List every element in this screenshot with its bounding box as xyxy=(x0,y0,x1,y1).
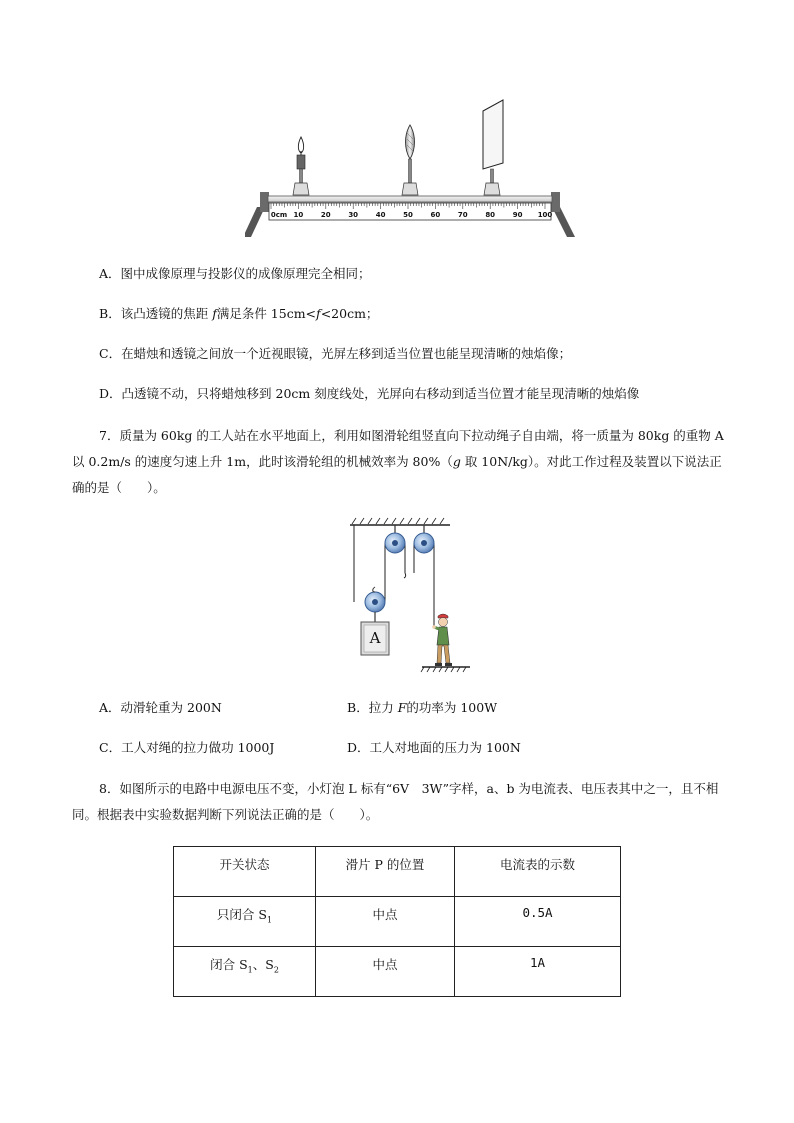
option-text: 凸透镜不动，只将蜡烛移到 20cm 刻度线处，光屏向右移动到适当位置才能呈现清晰的烛焰像 xyxy=(121,386,640,401)
ground-hatch xyxy=(421,667,466,672)
table-cell-switch-state: 闭合 $S_1$、$S_2$ xyxy=(174,947,316,997)
optical-bench-drawing xyxy=(245,95,580,245)
q6-option-a[interactable]: A．图中成像原理与投影仪的成像原理完全相同； xyxy=(99,266,371,281)
ruler-label: 0cm xyxy=(270,211,288,219)
ruler-label: 80 xyxy=(485,211,496,219)
block-a-label: A xyxy=(369,629,381,647)
option-text: 拉力 xyxy=(368,700,398,715)
q7-option-d[interactable]: D．工人对地面的压力为 100N xyxy=(347,740,521,755)
option-letter: C xyxy=(99,740,109,755)
table-cell-slider-position: 中点 xyxy=(316,947,455,997)
worker-figure xyxy=(432,614,452,666)
table-cell-current: 1A xyxy=(455,947,621,997)
table-row xyxy=(174,947,621,997)
pulley-system-drawing xyxy=(340,515,470,677)
option-letter: A xyxy=(99,266,109,281)
variable-g: g xyxy=(452,454,461,469)
variable-f: f xyxy=(316,306,321,321)
table-cell-current: 0.5A xyxy=(455,897,621,947)
question-text: 取 10N/kg）。对此工作过程及装置以下说法正确的是（ ）。 xyxy=(72,454,722,495)
table-header-row xyxy=(174,847,621,897)
option-text: 该凸透镜的焦距 xyxy=(120,306,213,321)
ruler-label: 70 xyxy=(457,211,468,219)
table-cell-switch-state: 只闭合 $S_1$ xyxy=(174,897,316,947)
q7-option-c[interactable]: C．工人对绳的拉力做功 1000J xyxy=(99,740,275,755)
option-letter: C xyxy=(99,346,109,361)
ruler-label: 20 xyxy=(320,211,331,219)
experiment-data-table xyxy=(173,846,621,997)
q6-option-b[interactable]: B．该凸透镜的焦距 f满足条件 15cm<f<20cm； xyxy=(99,306,379,321)
q7-option-b[interactable]: B．拉力 F的功率为 100W xyxy=(347,700,498,715)
option-text: <20cm； xyxy=(320,306,379,321)
question-number: 8． xyxy=(99,781,120,796)
table-cell-slider-position: 中点 xyxy=(316,897,455,947)
option-letter: D xyxy=(347,740,358,755)
option-text: 动滑轮重为 200N xyxy=(120,700,222,715)
option-text: 图中成像原理与投影仪的成像原理完全相同； xyxy=(120,266,371,281)
question-text: 如图所示的电路中电源电压不变，小灯泡 L 标有“6V 3W”字样，a、b 为电流表、电压表其中之一，且不相同。根据表中实验数据判断下列说法正确的是（ ）。 xyxy=(72,781,719,822)
variable-f: f xyxy=(212,306,217,321)
candle xyxy=(293,137,309,195)
pulley-system-figure xyxy=(340,515,470,677)
option-text: 的功率为 100W xyxy=(406,700,498,715)
variable-F: F xyxy=(397,700,407,715)
option-letter: D xyxy=(99,386,110,401)
ruler-label: 10 xyxy=(293,211,304,219)
light-screen xyxy=(483,100,503,195)
table-row xyxy=(174,897,621,947)
ruler-label: 60 xyxy=(430,211,441,219)
optical-bench-figure xyxy=(245,95,580,245)
ruler-label: 90 xyxy=(512,211,523,219)
option-text: 满足条件 15cm< xyxy=(216,306,317,321)
q6-option-c[interactable]: C．在蜡烛和透镜之间放一个近视眼镜，光屏左移到适当位置也能呈现清晰的烛焰像； xyxy=(99,346,572,361)
q7-question xyxy=(72,423,727,501)
option-text: 工人对绳的拉力做功 1000J xyxy=(121,740,275,755)
ruler-label: 30 xyxy=(348,211,359,219)
option-letter: B xyxy=(347,700,357,715)
ruler-label: 100 xyxy=(537,211,553,219)
ruler-label: 50 xyxy=(403,211,413,219)
table-header-cell: 电流表的示数 xyxy=(455,847,621,897)
option-letter: B xyxy=(99,306,109,321)
bench-rail xyxy=(268,196,552,202)
question-text: 质量为 60kg 的工人站在水平地面上，利用如图滑轮组竖直向下拉动绳子自由端，将一质量为 80kg 的重物 A 以 0.2m/s 的速度匀速上升 1m，此时该滑轮组的机械效率为 80%（ xyxy=(72,428,724,469)
question-number: 7． xyxy=(99,428,120,443)
option-letter: A xyxy=(99,700,109,715)
option-text: 工人对地面的压力为 100N xyxy=(369,740,521,755)
table-header-cell: 开关状态 xyxy=(174,847,316,897)
q8-question xyxy=(72,776,727,828)
ceiling-hatch xyxy=(352,518,444,524)
convex-lens xyxy=(402,125,418,195)
ruler-label: 40 xyxy=(375,211,386,219)
q6-option-d[interactable]: D．凸透镜不动，只将蜡烛移到 20cm 刻度线处，光屏向右移动到适当位置才能呈现清晰的烛焰像 xyxy=(99,386,640,401)
table-header-cell: 滑片 P 的位置 xyxy=(316,847,455,897)
option-text: 在蜡烛和透镜之间放一个近视眼镜，光屏左移到适当位置也能呈现清晰的烛焰像； xyxy=(121,346,572,361)
q7-option-a[interactable]: A．动滑轮重为 200N xyxy=(99,700,222,715)
